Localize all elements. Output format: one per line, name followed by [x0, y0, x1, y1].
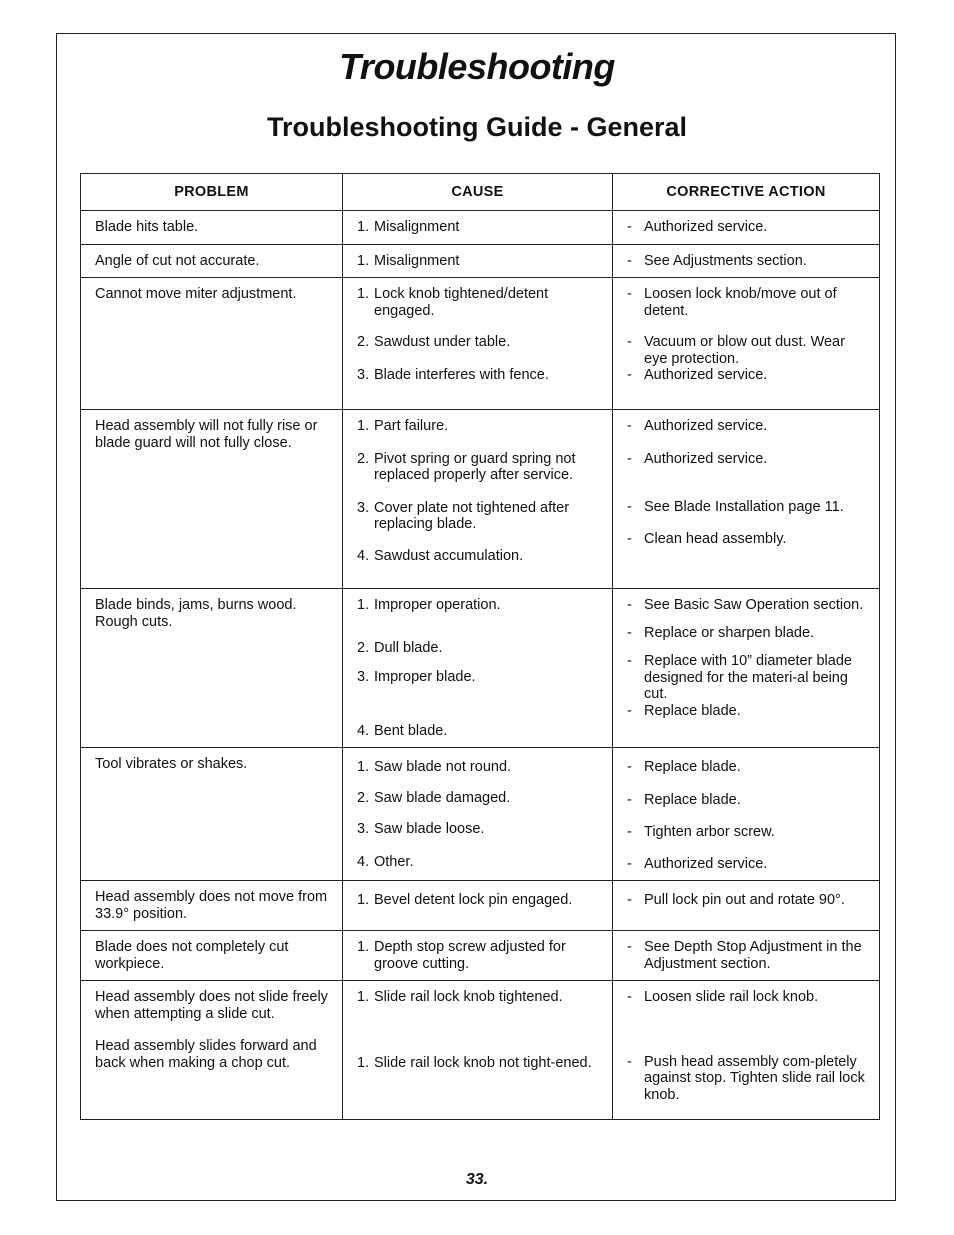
- cause-text: Blade interferes with fence.: [374, 366, 549, 383]
- cause-number: 3.: [357, 366, 370, 383]
- header-problem: PROBLEM: [81, 174, 343, 211]
- table-header-row: [81, 174, 880, 211]
- cause-text: Pivot spring or guard spring not replaced properly after service.: [374, 450, 576, 483]
- action-item: [627, 625, 869, 642]
- problem-cell: [81, 748, 343, 881]
- action-cell: [613, 211, 880, 245]
- cause-item: [357, 548, 602, 565]
- action-text: Tighten arbor screw.: [644, 824, 775, 840]
- table-row: [81, 748, 880, 881]
- header-cause: CAUSE: [343, 174, 613, 211]
- dash-bullet: -: [627, 824, 632, 840]
- action-text: See Depth Stop Adjustment in the Adjustment section.: [644, 939, 862, 972]
- dash-bullet: -: [627, 530, 632, 547]
- action-text: Loosen slide rail lock knob.: [644, 989, 819, 1005]
- cause-text: Misalignment: [374, 252, 460, 269]
- cause-number: 1.: [357, 939, 370, 955]
- cause-number: 2.: [357, 334, 370, 350]
- action-cell: [613, 931, 880, 981]
- cause-item: [357, 939, 602, 972]
- action-text: See Blade Installation page 11.: [644, 499, 844, 515]
- action-text: Loosen lock knob/move out of detent.: [644, 286, 837, 319]
- dash-bullet: -: [627, 597, 632, 613]
- problem-text: Blade binds, jams, burns wood. Rough cuts.: [95, 597, 297, 630]
- cause-text: Slide rail lock knob tightened.: [374, 989, 563, 1005]
- dash-bullet: -: [627, 219, 632, 235]
- action-item: [627, 824, 869, 841]
- cause-number: 1.: [357, 286, 370, 302]
- cause-cell: [343, 589, 613, 748]
- cause-number: 1.: [357, 418, 370, 434]
- problem-cell: [81, 881, 343, 931]
- cause-text: Other.: [374, 853, 414, 870]
- page-title: Troubleshooting: [339, 46, 615, 87]
- cause-item: [357, 500, 602, 533]
- cause-text: Dull blade.: [374, 639, 443, 656]
- cause-item: [357, 821, 602, 838]
- problem-text: Head assembly does not move from 33.9° position.: [95, 889, 328, 922]
- dash-bullet: -: [627, 892, 632, 908]
- problem-cell: [81, 244, 343, 278]
- cause-cell: [343, 881, 613, 931]
- cause-text: Part failure.: [374, 418, 449, 434]
- cause-number: 1.: [357, 759, 370, 775]
- table-row: [81, 931, 880, 981]
- action-item: [627, 219, 869, 236]
- action-cell: [613, 748, 880, 881]
- cause-number: 4.: [357, 547, 370, 564]
- problem-text: Blade hits table.: [95, 219, 199, 235]
- header-corrective-action: CORRECTIVE ACTION: [613, 174, 880, 211]
- cause-number: 1.: [357, 597, 370, 613]
- dash-bullet: -: [627, 791, 632, 808]
- action-item: [627, 334, 869, 367]
- action-item: [627, 939, 869, 972]
- dash-bullet: -: [627, 286, 632, 302]
- problem-cell: [81, 589, 343, 748]
- cause-text: Sawdust under table.: [374, 334, 511, 350]
- cause-number: 1.: [357, 892, 370, 908]
- action-text: Replace or sharpen blade.: [644, 624, 815, 641]
- action-text: Replace blade.: [644, 791, 741, 808]
- problem-cell: [81, 410, 343, 589]
- cause-item: [357, 723, 602, 740]
- dash-bullet: -: [627, 624, 632, 641]
- problem-cell: [81, 981, 343, 1120]
- cause-text: Bent blade.: [374, 722, 448, 739]
- action-item: [627, 451, 869, 468]
- dash-bullet: -: [627, 702, 632, 719]
- dash-bullet: -: [627, 1053, 632, 1070]
- dash-bullet: -: [627, 252, 632, 269]
- cause-text: Bevel detent lock pin engaged.: [374, 892, 573, 908]
- cause-text: Improper blade.: [374, 669, 476, 685]
- action-item: [627, 703, 869, 720]
- cause-number: 1.: [357, 989, 370, 1005]
- cause-number: 4.: [357, 853, 370, 870]
- action-text: See Basic Saw Operation section.: [644, 597, 864, 613]
- cause-item: [357, 367, 602, 384]
- cause-text: Sawdust accumulation.: [374, 547, 524, 564]
- cause-item: [357, 219, 602, 236]
- action-text: Authorized service.: [644, 418, 768, 434]
- action-cell: [613, 589, 880, 748]
- cause-number: 2.: [357, 450, 370, 467]
- cause-item: [357, 669, 602, 686]
- action-item: [627, 597, 869, 614]
- cause-number: 1.: [357, 1054, 370, 1071]
- cause-item: [357, 854, 602, 871]
- action-text: Authorized service.: [644, 219, 768, 235]
- dash-bullet: -: [627, 759, 632, 775]
- action-text: Authorized service.: [644, 450, 768, 467]
- table-body: [81, 211, 880, 1120]
- dash-bullet: -: [627, 367, 632, 383]
- cause-cell: [343, 748, 613, 881]
- action-cell: [613, 981, 880, 1120]
- action-item: [627, 856, 869, 873]
- section-title: Troubleshooting Guide - General: [266, 112, 688, 142]
- table-row: [81, 244, 880, 278]
- cause-number: 1.: [357, 252, 370, 269]
- action-item: [627, 418, 869, 435]
- cause-item: [357, 418, 602, 435]
- problem-text: Blade does not completely cut workpiece.: [95, 939, 289, 972]
- action-item: [627, 989, 869, 1006]
- table-row: [81, 881, 880, 931]
- dash-bullet: -: [627, 939, 632, 955]
- action-text: Authorized service.: [644, 367, 768, 383]
- dash-bullet: -: [627, 418, 632, 434]
- cause-item: [357, 597, 602, 614]
- problem-cell: [81, 931, 343, 981]
- cause-item: [357, 759, 602, 776]
- cause-cell: [343, 211, 613, 245]
- cause-item: [357, 253, 602, 270]
- action-cell: [613, 244, 880, 278]
- dash-bullet: -: [627, 989, 632, 1005]
- cause-item: [357, 892, 602, 909]
- cause-cell: [343, 931, 613, 981]
- dash-bullet: -: [627, 499, 632, 515]
- action-item: [627, 1054, 869, 1104]
- dash-bullet: -: [627, 855, 632, 872]
- dash-bullet: -: [627, 653, 632, 669]
- dash-bullet: -: [627, 450, 632, 467]
- cause-item: [357, 640, 602, 657]
- cause-text: Improper operation.: [374, 597, 501, 613]
- cause-item: [357, 790, 602, 807]
- table-row: [81, 278, 880, 410]
- cause-number: 4.: [357, 722, 370, 739]
- cause-number: 2.: [357, 639, 370, 656]
- action-text: Pull lock pin out and rotate 90°.: [644, 892, 845, 908]
- page-number: 33.: [465, 1171, 489, 1188]
- cause-item: [357, 286, 602, 319]
- cause-item: [357, 1055, 602, 1072]
- action-item: [627, 253, 869, 270]
- problem-text: Head assembly does not slide freely when attempting a slide cut.: [95, 989, 328, 1022]
- action-item: [627, 499, 869, 516]
- problem-cell: [81, 278, 343, 410]
- cause-text: Saw blade not round.: [374, 759, 512, 775]
- action-text: See Adjustments section.: [644, 252, 807, 269]
- action-item: [627, 367, 869, 384]
- problem-cell: [81, 211, 343, 245]
- table-row: [81, 410, 880, 589]
- action-text: Authorized service.: [644, 855, 768, 872]
- action-cell: [613, 881, 880, 931]
- cause-cell: [343, 278, 613, 410]
- action-text: Replace blade.: [644, 702, 741, 719]
- action-text: Clean head assembly.: [644, 530, 787, 547]
- action-cell: [613, 410, 880, 589]
- action-cell: [613, 278, 880, 410]
- action-text: Push head assembly com-pletely against stop. Tighten slide rail lock knob.: [644, 1053, 865, 1103]
- table-row: [81, 211, 880, 245]
- problem-text: Cannot move miter adjustment.: [95, 286, 297, 302]
- problem-text: Head assembly will not fully rise or blade guard will not fully close.: [95, 418, 318, 451]
- cause-number: 1.: [357, 219, 370, 235]
- dash-bullet: -: [627, 334, 632, 350]
- cause-text: Slide rail lock knob not tight-ened.: [374, 1054, 592, 1071]
- action-item: [627, 792, 869, 809]
- problem-text: Tool vibrates or shakes.: [95, 756, 248, 772]
- cause-text: Saw blade damaged.: [374, 789, 511, 806]
- cause-item: [357, 334, 602, 351]
- cause-text: Lock knob tightened/detent engaged.: [374, 286, 549, 319]
- cause-text: Depth stop screw adjusted for groove cutting.: [374, 939, 566, 972]
- cause-number: 2.: [357, 789, 370, 806]
- action-text: Vacuum or blow out dust. Wear eye protection.: [644, 334, 845, 367]
- cause-cell: [343, 981, 613, 1120]
- cause-cell: [343, 244, 613, 278]
- cause-cell: [343, 410, 613, 589]
- cause-number: 3.: [357, 499, 370, 516]
- cause-item: [357, 451, 602, 484]
- action-item: [627, 653, 869, 703]
- cause-text: Cover plate not tightened after replacing blade.: [374, 499, 570, 532]
- troubleshooting-table: [80, 173, 880, 1120]
- action-text: Replace with 10” diameter blade designed for the materi-al being cut.: [644, 653, 852, 702]
- action-item: [627, 892, 869, 909]
- cause-text: Saw blade loose.: [374, 821, 485, 837]
- table-row: [81, 589, 880, 748]
- cause-item: [357, 989, 602, 1006]
- cause-number: 3.: [357, 669, 370, 685]
- action-item: [627, 759, 869, 776]
- problem-text: Head assembly slides forward and back when making a chop cut.: [95, 1038, 317, 1071]
- action-text: Replace blade.: [644, 759, 741, 775]
- problem-text: Angle of cut not accurate.: [95, 252, 260, 269]
- action-item: [627, 531, 869, 548]
- cause-number: 3.: [357, 821, 370, 837]
- action-item: [627, 286, 869, 319]
- cause-text: Misalignment: [374, 219, 460, 235]
- table-row: [81, 981, 880, 1120]
